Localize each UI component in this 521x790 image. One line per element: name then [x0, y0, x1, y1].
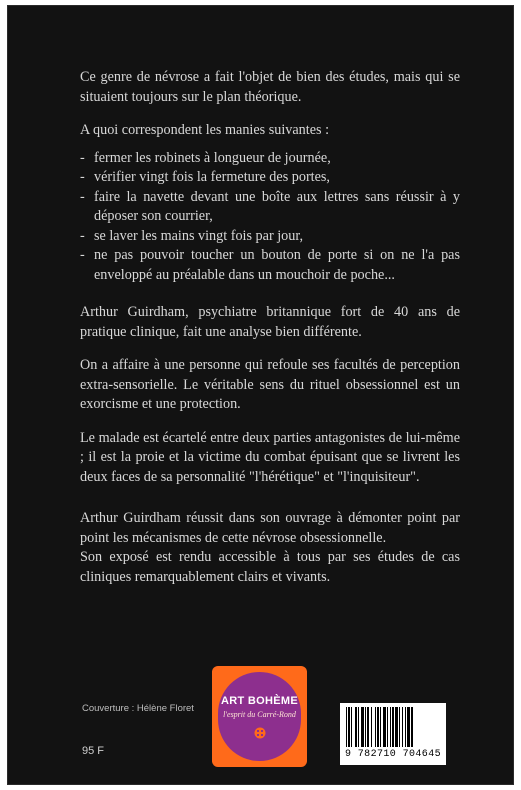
analysis-paragraph: Arthur Guirdham réussit dans son ouvrage à démonter point par point les mécanismes de cette névrose obsessionnelle. [80, 510, 460, 546]
publisher-logo [212, 666, 307, 767]
barcode-bar [351, 707, 352, 747]
logo-circle [218, 672, 301, 761]
barcode-bar [387, 707, 388, 747]
barcode-bar [402, 707, 403, 747]
cover-credit: Couverture : Hélène Floret [82, 703, 194, 714]
barcode-bar [407, 707, 410, 747]
barcode-bar [411, 707, 413, 747]
barcode-bar [405, 707, 406, 747]
barcode-bar [380, 707, 381, 747]
list-item: - faire la navette devant une boîte aux lettres sans réussir à y déposer son courrier, [80, 188, 460, 227]
barcode-bar [361, 707, 364, 747]
barcode-bar [392, 707, 394, 747]
barcode-bar [355, 707, 357, 747]
barcode-bar [399, 707, 400, 747]
barcode-bar [348, 707, 350, 747]
price-label: 95 F [82, 745, 105, 757]
accessibility-paragraph: Son exposé est rendu accessible à tous par ses études de cas cliniques remarquablement clairs et vivants. [80, 549, 460, 585]
barcode-bar [367, 707, 369, 747]
grid-emblem-icon [254, 727, 266, 739]
barcode-bar [377, 707, 379, 747]
manias-list [80, 149, 460, 286]
barcode-bar [365, 707, 366, 747]
barcode-bar [383, 707, 386, 747]
perception-paragraph: On a affaire à une personne qui refoule ses facultés de perception extra-sensorielle. Le véritable sens du rituel obsessionnel est un exorcisme et une protection. [80, 357, 460, 412]
barcode-number: 9 782710 704645 [344, 749, 441, 760]
list-item: - fermer les robinets à longueur de journée, [80, 149, 460, 169]
conflict-paragraph: Le malade est écartelé entre deux parties antagonistes de lui-même ; il est la proie et la victime du combat épuisant que se livrent les deux faces de sa personnalité "l'hérétique" et "l'inquisiteur". [80, 429, 460, 485]
barcode-bar [375, 707, 376, 747]
barcode-bar [395, 707, 398, 747]
list-item: - vérifier vingt fois la fermeture des portes, [80, 168, 460, 188]
publisher-tagline: l'esprit du Carré-Rond [223, 709, 296, 719]
author-paragraph: Arthur Guirdham, psychiatre britannique fort de 40 ans de pratique clinique, fait une analyse bien différente. [80, 304, 460, 340]
question-paragraph: A quoi correspondent les manies suivantes : [80, 122, 330, 138]
list-item: - ne pas pouvoir toucher un bouton de porte si on ne l'a pas enveloppé au préalable dans un mouchoir de poche... [80, 246, 460, 285]
barcode-bars [344, 707, 442, 749]
publisher-name: ART BOHÈME [221, 694, 298, 707]
barcode-bar [390, 707, 391, 747]
barcode [340, 703, 446, 765]
barcode-bar [358, 707, 359, 747]
barcode-bar [346, 707, 347, 747]
barcode-bar [371, 707, 372, 747]
intro-paragraph: Ce genre de névrose a fait l'objet de bien des études, mais qui se situaient toujours sur le plan théorique. [80, 69, 460, 105]
list-item: - se laver les mains vingt fois par jour, [80, 227, 460, 247]
blurb [80, 68, 460, 601]
